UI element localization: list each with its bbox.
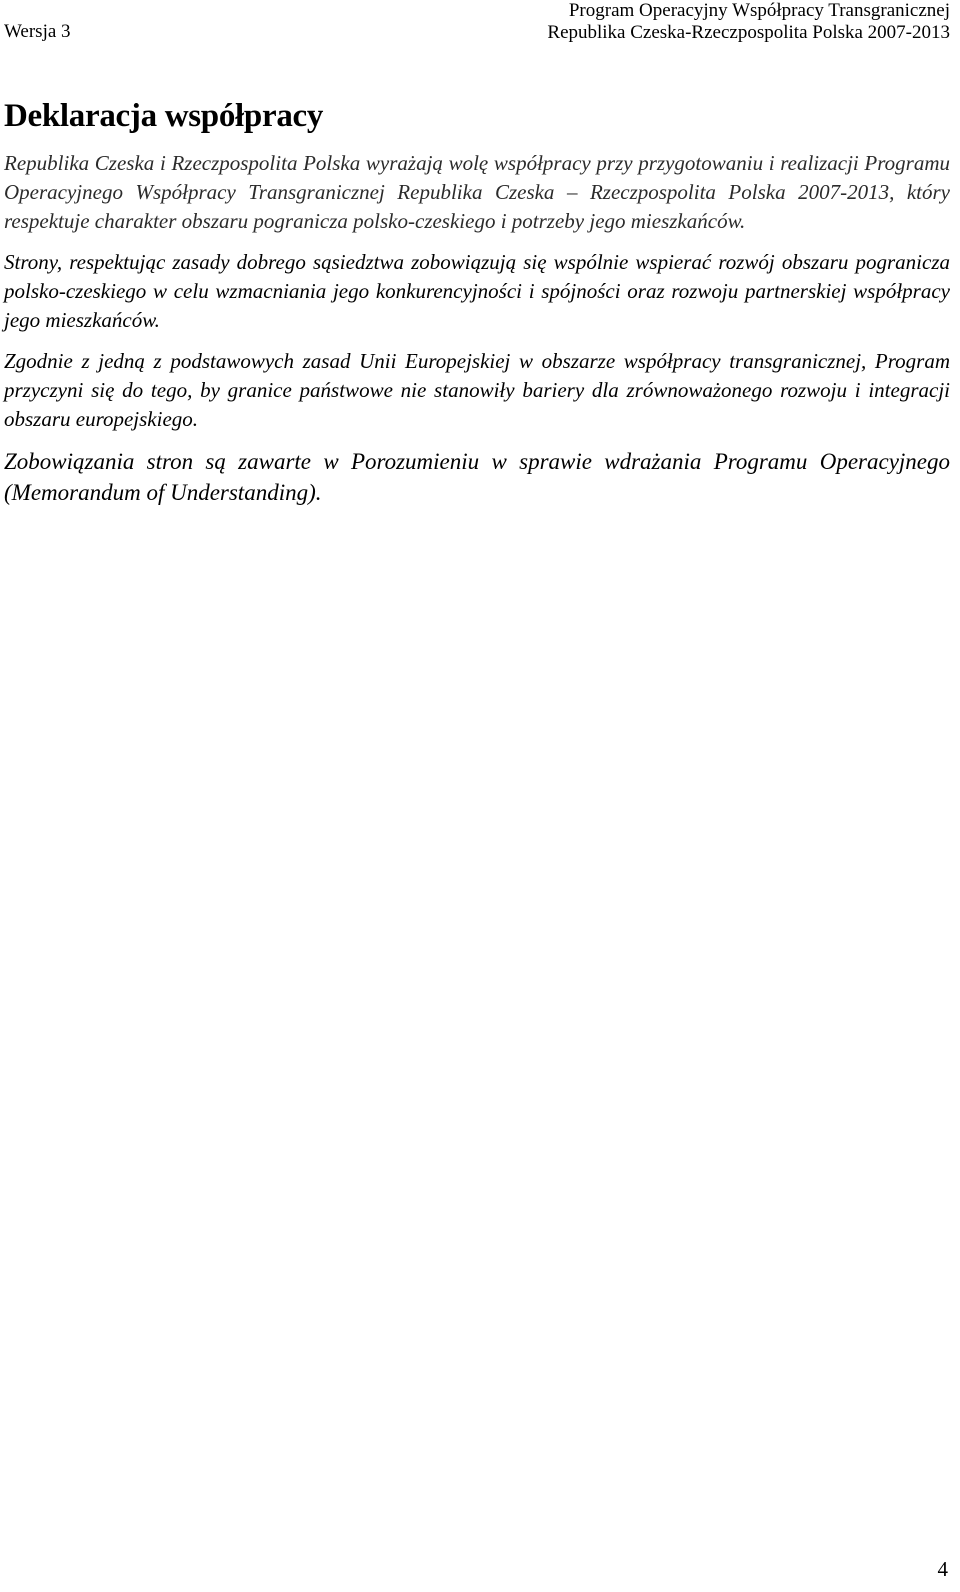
program-name <box>547 0 950 44</box>
paragraph-intro: Republika Czeska i Rzeczpospolita Polska wyrażają wolę współpracy przy przygotowaniu i realizacji Programu Operacyjnego Współpracy Transgranicznej Republika Czeska – Rzeczpospolita Polska 2007-2013, który respektuje charakter obszaru pogranicza polsko-czeskiego i potrzeby jego mieszkańców. <box>4 151 950 233</box>
paragraph-eu-principle: Zgodnie z jedną z podstawowych zasad Unii Europejskiej w obszarze współpracy transgranicznej, Program przyczyni się do tego, by granice państwowe nie stanowiły bariery dla zrównoważonego rozwoju i integracji obszaru europejskiego. <box>4 349 950 431</box>
page-number: 4 <box>937 1557 948 1581</box>
page-header <box>4 0 950 46</box>
paragraph-parties: Strony, respektując zasady dobrego sąsiedztwa zobowiązują się wspólnie wspierać rozwój obszaru pogranicza polsko-czeskiego w celu wzmacniania jego konkurencyjności i spójności oraz rozwoju partnerskiej współpracy jego mieszkańców. <box>4 250 950 332</box>
section-title: Deklaracja współpracy <box>4 98 324 134</box>
document-body <box>4 96 950 520</box>
paragraph-obligations: Zobowiązania stron są zawarte w Porozumieniu w sprawie wdrażania Programu Operacyjnego (Memorandum of Understanding). <box>4 449 950 505</box>
document-version: Wersja 3 <box>4 21 71 42</box>
program-name-line-1: Program Operacyjny Współpracy Transgranicznej <box>568 0 950 21</box>
program-name-line-2: Republika Czeska-Rzeczpospolita Polska 2007-2013 <box>547 22 950 43</box>
